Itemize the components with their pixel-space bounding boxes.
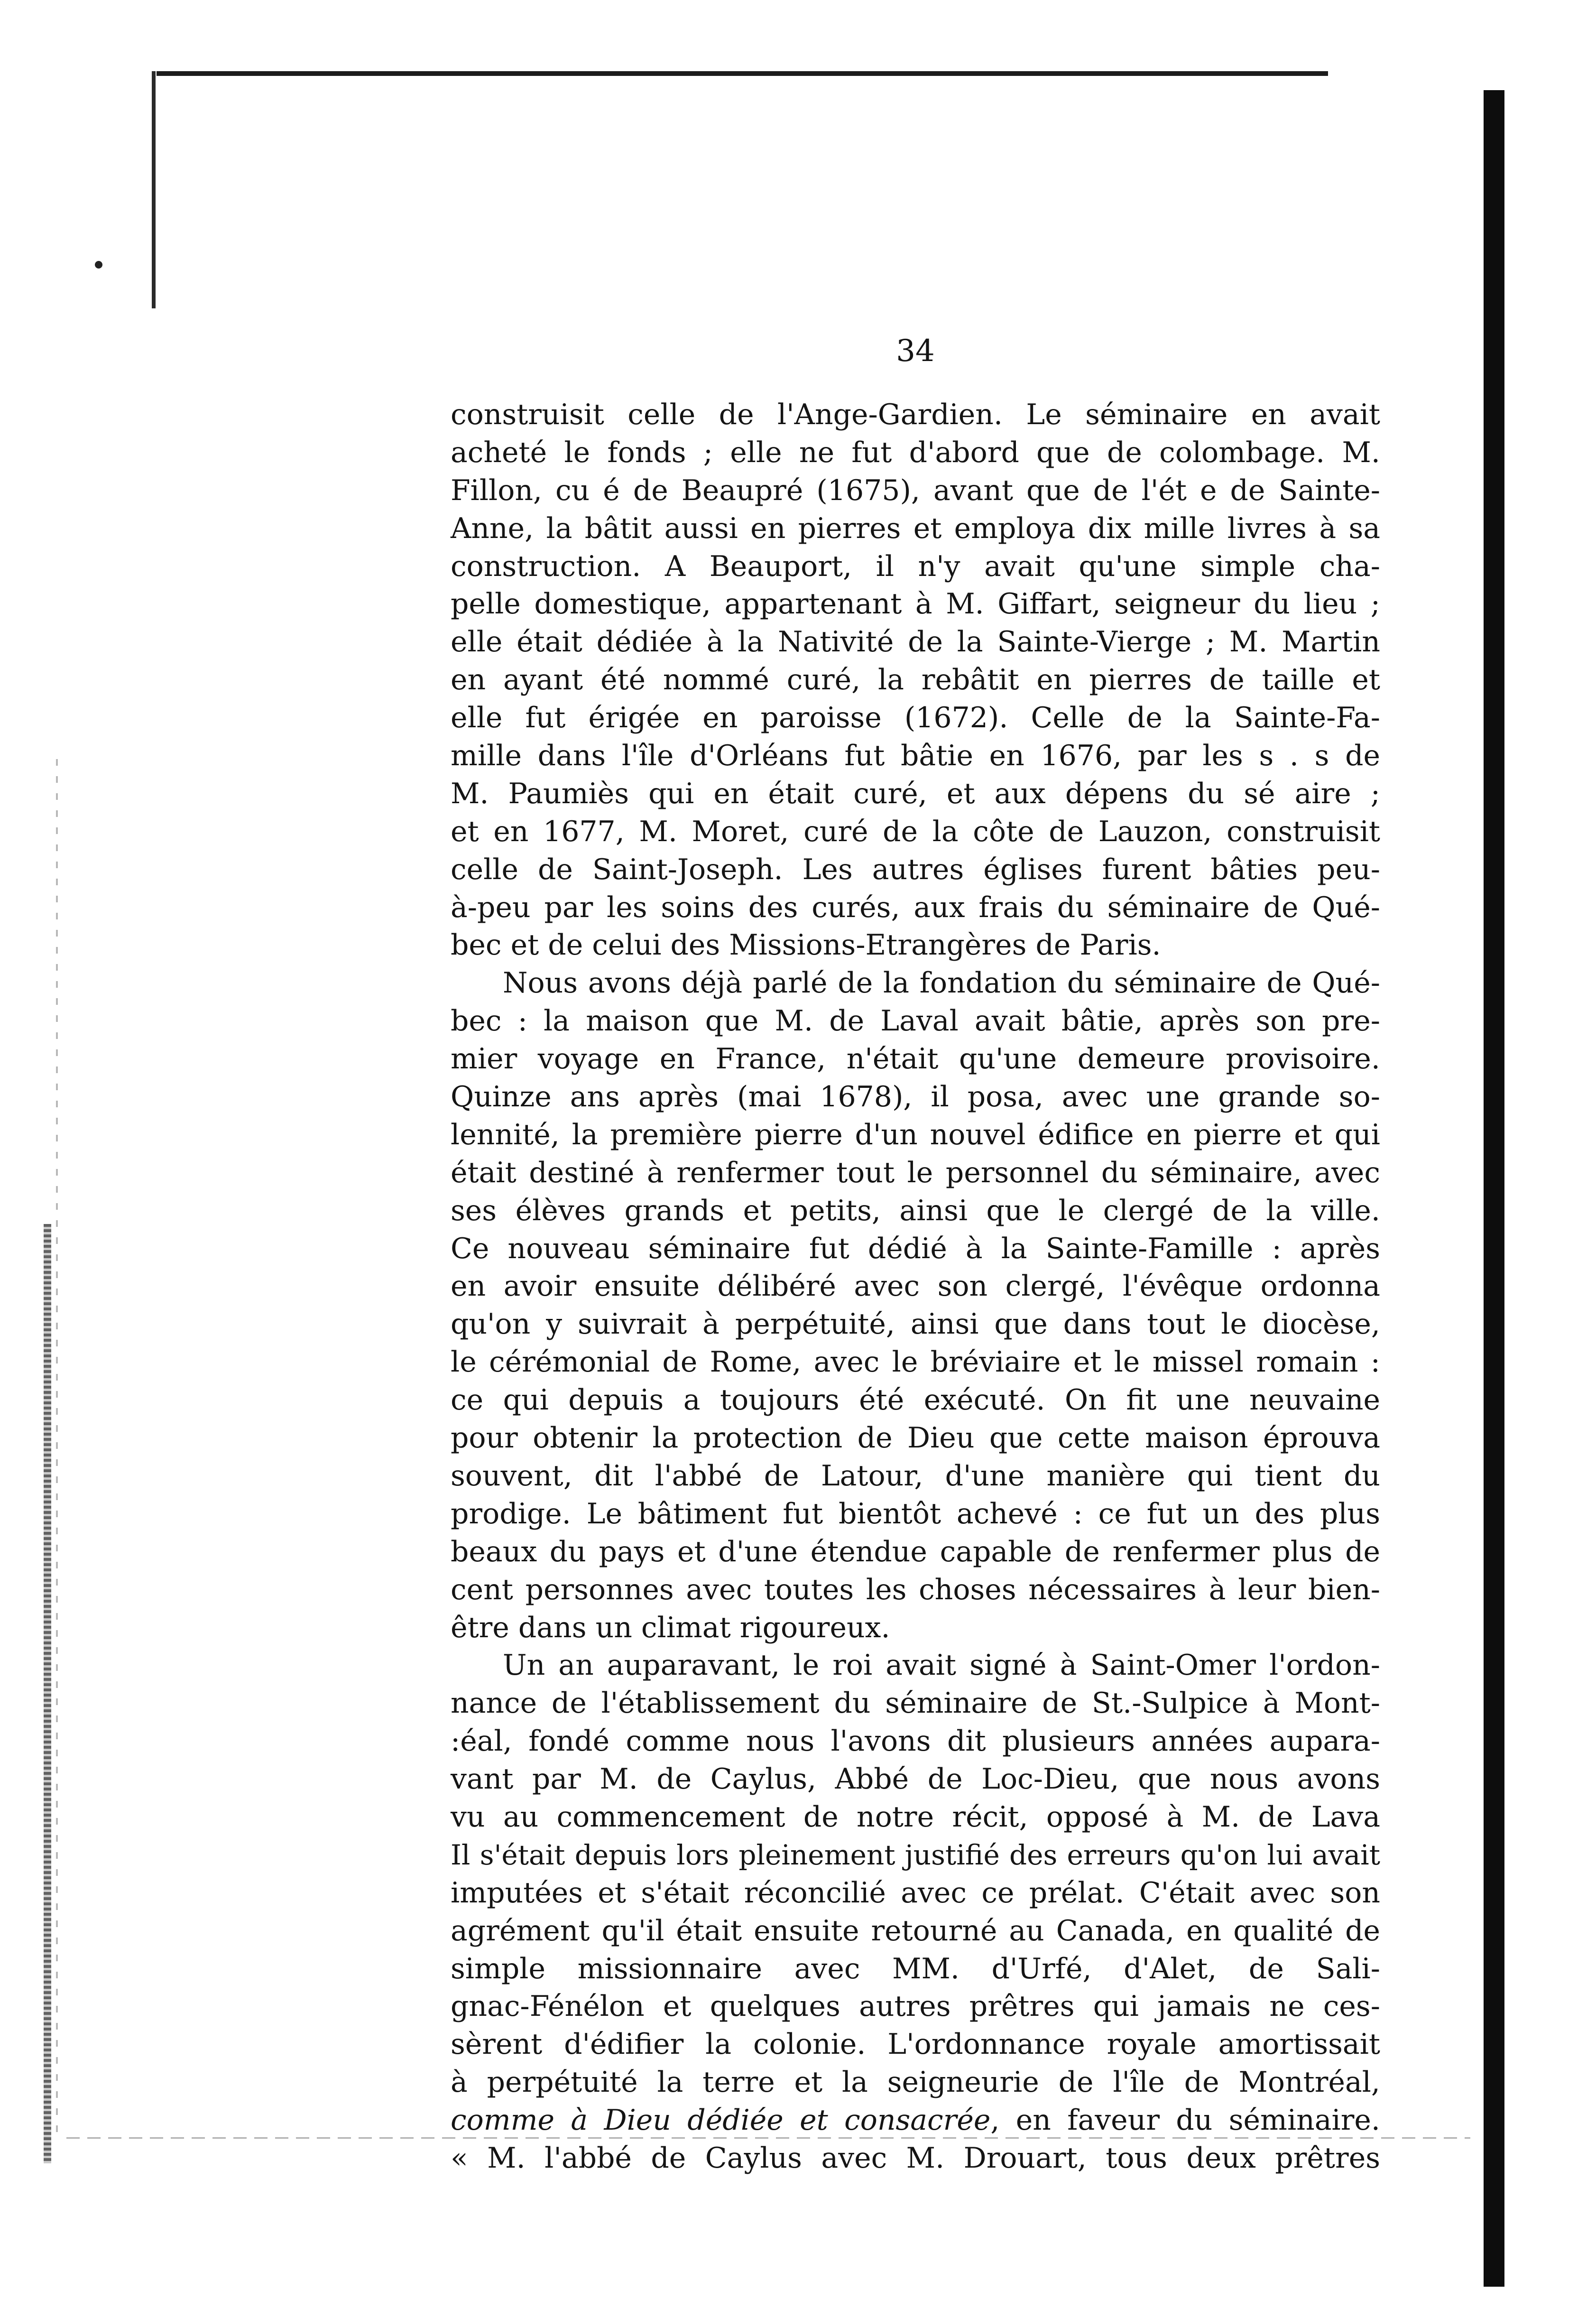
text-line: imputées et s'était réconcilié avec ce prélat. C'était avec son — [451, 1876, 1380, 1910]
text-line: était destiné à renfermer tout le personnel du séminaire, avec — [451, 1156, 1380, 1189]
text-line: gnac-Fénélon et quelques autres prêtres qui jamais ne ces- — [451, 1990, 1380, 2023]
text-line: souvent, dit l'abbé de Latour, d'une manière qui tient du — [451, 1459, 1380, 1493]
text-line: cent personnes avec toutes les choses nécessaires à leur bien- — [451, 1573, 1380, 1606]
text-line: Il s'était depuis lors pleinement justifié des erreurs qu'on lui avait — [451, 1838, 1380, 1871]
text-line: nance de l'établissement du séminaire de St.-Sulpice à Mont- — [451, 1687, 1380, 1720]
body-text — [451, 396, 1380, 2178]
text-line: bec : la maison que M. de Laval avait bâtie, après son pre- — [451, 1004, 1380, 1038]
text-line: elle fut érigée en paroisse (1672). Celle de la Sainte-Fa- — [451, 701, 1380, 735]
text-line: comme à Dieu dédiée et consacrée, en faveur du séminaire. — [451, 2104, 1380, 2137]
text-line: construction. A Beauport, il n'y avait qu'une simple cha- — [451, 549, 1380, 583]
text-line: Anne, la bâtit aussi en pierres et employa dix mille livres à sa — [451, 511, 1380, 545]
text-line: Fillon, cu é de Beaupré (1675), avant que de l'ét e de Sainte- — [451, 473, 1380, 507]
text-line: à-peu par les soins des curés, aux frais du séminaire de Qué- — [451, 890, 1380, 924]
text-line: bec et de celui des Missions-Etrangères de Paris. — [451, 928, 1161, 962]
text-line: acheté le fonds ; elle ne fut d'abord que de colombage. M. — [451, 436, 1380, 469]
text-line: M. Paumiès qui en était curé, et aux dépens du sé aire ; — [451, 777, 1380, 810]
text-line: mille dans l'île d'Orléans fut bâtie en 1676, par les s . s de — [451, 739, 1380, 773]
text-line: à perpétuité la terre et la seigneurie de l'île de Montréal, — [451, 2066, 1380, 2099]
text-line: ce qui depuis a toujours été exécuté. On fit une neuvaine — [451, 1383, 1380, 1417]
text-line: :éal, fondé comme nous l'avons dit plusieurs années aupara- — [451, 1725, 1380, 1758]
text-line: pelle domestique, appartenant à M. Giffart, seigneur du lieu ; — [451, 587, 1380, 621]
text-line: sèrent d'édifier la colonie. L'ordonnance royale amortissait — [451, 2028, 1380, 2061]
text-line: beaux du pays et d'une étendue capable de renfermer plus de — [451, 1535, 1380, 1568]
text-line: lennité, la première pierre d'un nouvel édifice en pierre et qui — [451, 1118, 1380, 1151]
text-line: Quinze ans après (mai 1678), il posa, avec une grande so- — [451, 1080, 1380, 1114]
scan-edge-artifact — [44, 1224, 51, 2163]
text-line: vu au commencement de notre récit, opposé à M. de Lava — [451, 1800, 1380, 1834]
text-line: en avoir ensuite délibéré avec son clergé, l'évêque ordonna — [451, 1270, 1380, 1303]
page-number: 34 — [896, 334, 935, 369]
text-line: en ayant été nommé curé, la rebâtit en pierres de taille et — [451, 663, 1380, 697]
text-line: elle était dédiée à la Nativité de la Sainte-Vierge ; M. Martin — [451, 625, 1380, 659]
text-line: mier voyage en France, n'était qu'une demeure provisoire. — [451, 1042, 1380, 1076]
text-line: simple missionnaire avec MM. d'Urfé, d'Alet, de Sali- — [451, 1952, 1380, 1985]
text-line: construisit celle de l'Ange-Gardien. Le séminaire en avait — [451, 398, 1380, 431]
text-line: ses élèves grands et petits, ainsi que le clergé de la ville. — [451, 1194, 1380, 1227]
text-line: qu'on y suivrait à perpétuité, ainsi que dans tout le diocèse, — [451, 1308, 1380, 1341]
text-line: agrément qu'il était ensuite retourné au Canada, en qualité de — [451, 1914, 1380, 1947]
text-line: être dans un climat rigoureux. — [451, 1611, 890, 1644]
text-line: et en 1677, M. Moret, curé de la côte de Lauzon, construisit — [451, 815, 1380, 848]
text-line: « M. l'abbé de Caylus avec M. Drouart, tous deux prêtres — [451, 2141, 1380, 2175]
text-line: le cérémonial de Rome, avec le bréviaire et le missel romain : — [451, 1345, 1380, 1379]
scan-edge-artifact-light — [56, 759, 58, 2135]
scan-frame-left-edge — [152, 71, 156, 308]
text-line: celle de Saint-Joseph. Les autres églises furent bâties peu- — [451, 853, 1380, 886]
scan-dot-artifact — [95, 261, 102, 269]
text-line: vant par M. de Caylus, Abbé de Loc-Dieu, que nous avons — [451, 1762, 1380, 1796]
text-line: pour obtenir la protection de Dieu que cette maison éprouva — [451, 1421, 1380, 1455]
italic-phrase: comme à Dieu dédiée et consacrée — [451, 2104, 991, 2137]
text-line: Ce nouveau séminaire fut dédié à la Sainte-Famille : après — [451, 1232, 1380, 1265]
scan-binding-shadow — [1484, 90, 1504, 2287]
text-line: prodige. Le bâtiment fut bientôt achevé : ce fut un des plus — [451, 1497, 1380, 1530]
scan-frame-top-edge — [157, 71, 1328, 76]
text-line: Nous avons déjà parlé de la fondation du séminaire de Qué- — [503, 966, 1380, 1000]
text-line: Un an auparavant, le roi avait signé à Saint-Omer l'ordon- — [503, 1649, 1380, 1682]
